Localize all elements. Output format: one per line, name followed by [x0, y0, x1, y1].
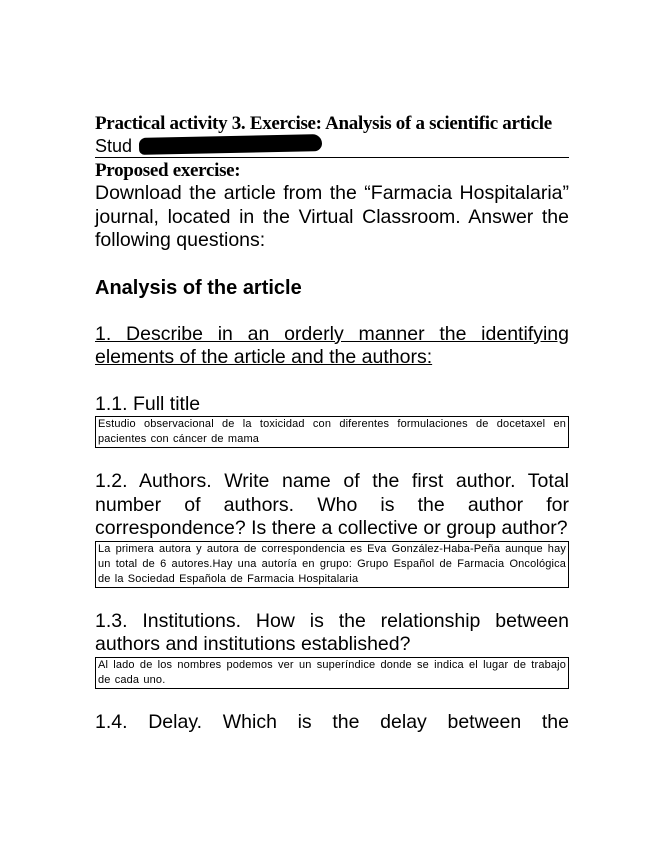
proposed-exercise-label: Proposed exercise:: [95, 160, 241, 181]
instructions-paragraph: Download the article from the “Farmacia Hospitalaria” journal, located in the Virtual Classroom. Answer the following questions:: [95, 182, 569, 251]
item-label-delay: 1.4. Delay. Which is the delay between the: [95, 710, 569, 733]
section-heading: Analysis of the article: [95, 276, 302, 299]
item-label-title: 1.1. Full title: [95, 392, 201, 415]
item-label-institutions: 1.3. Institutions. How is the relationship between authors and institutions established?: [95, 609, 569, 655]
answer-box-institutions: Al lado de los nombres podemos ver un superíndice donde se indica el lugar de trabajo de cada uno.: [95, 657, 569, 689]
redaction-mark: [139, 134, 322, 155]
document-title: Practical activity 3. Exercise: Analysis of a scientific article: [95, 113, 552, 134]
item-label-authors: 1.2. Authors. Write name of the first author. Total number of authors. Who is the author for correspondence? Is there a collective or group author?: [95, 470, 569, 539]
student-field: [95, 135, 569, 158]
answer-box-title: Estudio observacional de la toxicidad con diferentes formulaciones de docetaxel en pacientes con cáncer de mama: [95, 416, 569, 448]
student-label: Stud: [95, 136, 133, 156]
answer-box-authors: La primera autora y autora de correspondencia es Eva González-Haba-Peña aunque hay un total de 6 autores.Hay una autoría en grupo: Grupo Español de Farmacia Oncológica de la Sociedad Española de Farmacia Hospitalaria: [95, 541, 569, 588]
question-heading: 1. Describe in an orderly manner the identifying elements of the article and the authors:: [95, 322, 569, 368]
document-page: [95, 112, 569, 734]
